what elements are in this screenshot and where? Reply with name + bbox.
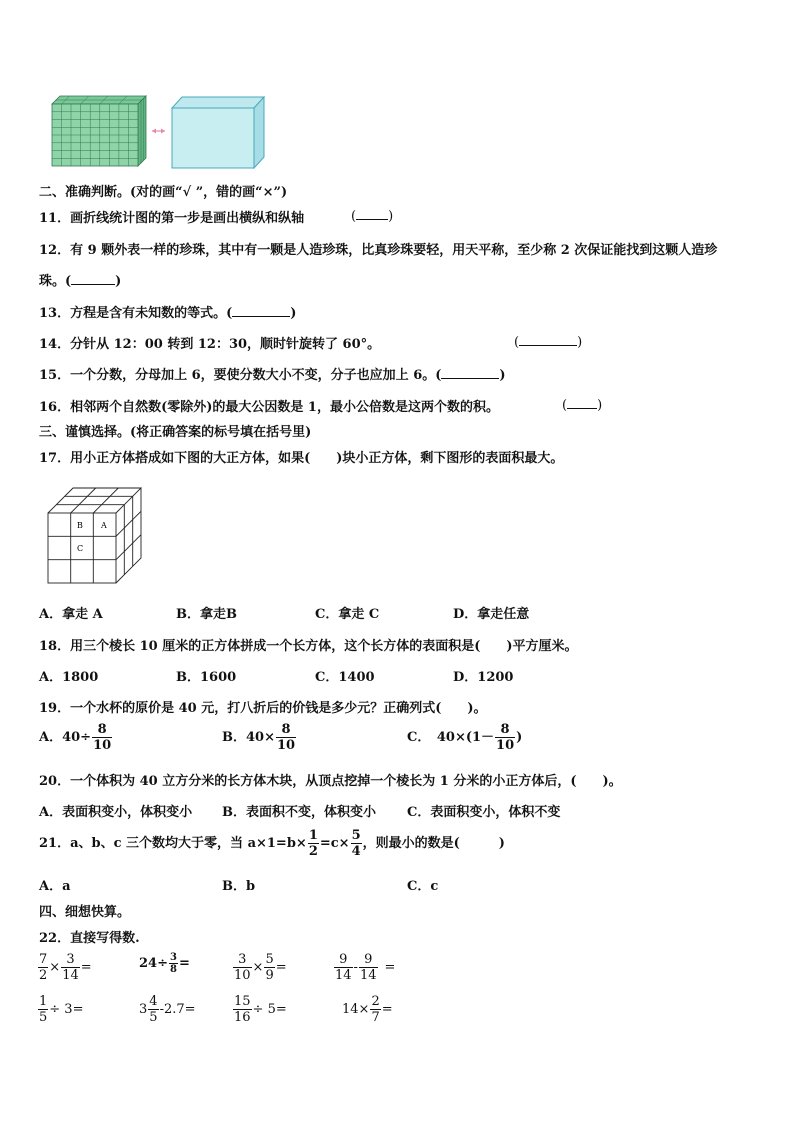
q17-text: 17．用小正方体搭成如下图的大正方体，如果( )块小正方体，剩下图形的表面积最大。 <box>39 451 564 466</box>
q21-option-c[interactable]: C．c <box>407 879 439 894</box>
fraction: $\frac{3}{8}$ <box>169 952 177 975</box>
paren-left: ( <box>514 335 520 350</box>
q14-text: 14．分针从 12：00 转到 12：30，顺时针旋转了 60°。 <box>39 337 381 352</box>
calc-item-2[interactable]: 24÷ $\frac{3}{8}$ = <box>139 952 190 975</box>
answer-blank[interactable] <box>441 366 499 379</box>
answer-blank[interactable] <box>567 396 597 409</box>
q21-text-mid: =c× <box>319 836 350 851</box>
q20-option-c[interactable]: C．表面积变小，体积不变 <box>407 805 561 820</box>
q13 <box>39 302 296 321</box>
fraction: $\frac{2}{7}$ <box>371 994 380 1025</box>
q19-text: 19．一个水杯的原价是 40 元，打八折后的价钱是多少元？正确列式( )。 <box>39 701 487 716</box>
q20-option-a[interactable]: A．表面积变小，体积变小 <box>39 805 193 820</box>
q19-option-c[interactable] <box>407 722 522 753</box>
fraction: $\frac{9}{14}$ <box>335 952 352 983</box>
answer-blank[interactable] <box>71 272 115 285</box>
q21-text-pre: 21．a、b、c 三个数均大于零，当 a×1=b× <box>39 836 307 851</box>
calc-item-8[interactable]: 14× $\frac{2}{7}$ = <box>342 994 393 1025</box>
q13-text: 13．方程是含有未知数的等式。( <box>39 306 233 321</box>
grid-cuboid <box>52 96 146 166</box>
q11-text: 11．画折线统计图的第一步是画出横纵和纵轴 <box>39 211 305 226</box>
q12-line1: 12．有 9 颗外表一样的珍珠，其中有一颗是人造珍珠，比真珍珠要轻，用天平称，至少称 2 次保证能找到这颗人造珍 <box>39 243 718 258</box>
section3-title: 三、谨慎选择。(将正确答案的标号填在括号里) <box>39 425 312 440</box>
q18-option-b[interactable]: B．1600 <box>176 670 237 685</box>
calc-item-7[interactable]: $\frac{15}{16}$ ÷ 5= <box>234 994 287 1025</box>
option-label: B．40× <box>222 730 275 745</box>
q17-option-c[interactable]: C．拿走 C <box>315 607 380 622</box>
fraction: $\frac{5}{9}$ <box>265 952 274 983</box>
section2-title: 二、准确判断。(对的画“√ ”，错的画“×”) <box>39 185 288 200</box>
fraction: $\frac{15}{16}$ <box>234 994 251 1025</box>
fraction: $\frac{9}{14}$ <box>359 952 377 983</box>
paren-right: ) <box>577 335 583 350</box>
paren-right: ) <box>290 306 297 321</box>
q17-option-b[interactable]: B．拿走B <box>176 607 237 622</box>
q21-option-a[interactable]: A．a <box>39 879 71 894</box>
cube-figure <box>44 484 148 588</box>
q20-text: 20．一个体积为 40 立方分米的长方体木块，从顶点挖掉一个棱长为 1 分米的小正方体后，( )。 <box>39 774 622 789</box>
section4-title: 四、细想快算。 <box>39 905 131 920</box>
option-label: C． 40×(1－ <box>407 730 495 745</box>
answer-blank[interactable] <box>519 333 577 346</box>
calc-item-1[interactable]: $\frac{7}{2}$ × $\frac{3}{14}$ = <box>39 952 92 983</box>
q12-line2-text: 珠。( <box>39 274 72 289</box>
q16-text: 16．相邻两个自然数(零除外)的最大公因数是 1，最小公倍数是这两个数的积。 <box>39 400 499 415</box>
fraction: $\frac{8}{10}$ <box>93 722 112 753</box>
paren-right: ) <box>516 730 523 745</box>
fraction: $\frac{5}{4}$ <box>351 828 361 859</box>
fraction: $\frac{1}{2}$ <box>308 828 318 859</box>
cube-label-c: C <box>77 544 84 553</box>
calc-item-3[interactable]: $\frac{3}{10}$ × $\frac{5}{9}$ = <box>234 952 287 983</box>
calc-item-5[interactable]: $\frac{1}{5}$ ÷ 3= <box>39 994 84 1025</box>
fraction: $\frac{1}{5}$ <box>39 994 48 1025</box>
paren-left: ( <box>351 209 357 224</box>
q20-option-b[interactable]: B．表面积不变，体积变小 <box>222 805 376 820</box>
q21-text <box>39 828 505 859</box>
paren-right: ) <box>499 368 506 383</box>
fraction: $\frac{7}{2}$ <box>39 952 48 983</box>
answer-blank[interactable] <box>232 304 290 317</box>
empty-cuboid <box>172 97 264 168</box>
cube-label-b: B <box>77 521 83 530</box>
q21-option-b[interactable]: B．b <box>222 879 256 894</box>
cuboid-figures <box>48 94 270 170</box>
q15-text: 15．一个分数，分母加上 6，要使分数大小不变，分子也应加上 6。( <box>39 368 442 383</box>
q21-text-post: ，则最小的数是( ) <box>362 836 505 851</box>
paren-right: ) <box>388 209 394 224</box>
paren-right: ) <box>597 398 603 413</box>
cube-label-a: A <box>101 521 107 530</box>
paren-right: ) <box>115 274 122 289</box>
calc-item-4[interactable]: $\frac{9}{14}$ - $\frac{9}{14}$ = <box>335 952 396 983</box>
calc-item-6[interactable]: 3 $\frac{4}{5}$ -2.7= <box>139 994 196 1025</box>
arrow-icon <box>152 129 165 134</box>
q18-option-a[interactable]: A．1800 <box>39 670 99 685</box>
q11-answer[interactable] <box>351 207 393 224</box>
fraction: $\frac{8}{10}$ <box>496 722 515 753</box>
fraction: $\frac{8}{10}$ <box>276 722 296 753</box>
q14-answer[interactable] <box>514 333 582 350</box>
q22-title: 22．直接写得数. <box>39 931 140 946</box>
q19-option-a[interactable] <box>39 722 113 753</box>
fraction: $\frac{4}{5}$ <box>149 994 158 1025</box>
q19-option-b[interactable] <box>222 722 297 753</box>
q18-option-c[interactable]: C．1400 <box>315 670 375 685</box>
fraction: $\frac{3}{14}$ <box>62 952 79 983</box>
answer-blank[interactable] <box>356 207 388 220</box>
q18-option-d[interactable]: D．1200 <box>453 670 514 685</box>
q12-line2 <box>39 270 121 289</box>
fraction: $\frac{3}{10}$ <box>234 952 251 983</box>
option-label: A．40÷ <box>39 730 92 745</box>
q15 <box>39 364 506 383</box>
paren-left: ( <box>562 398 568 413</box>
q18-text: 18．用三个棱长 10 厘米的正方体拼成一个长方体，这个长方体的表面积是( )平方厘米。 <box>39 639 578 654</box>
q17-option-d[interactable]: D．拿走任意 <box>453 607 530 622</box>
q17-option-a[interactable]: A．拿走 A <box>39 607 103 622</box>
q16-answer[interactable] <box>562 396 602 413</box>
